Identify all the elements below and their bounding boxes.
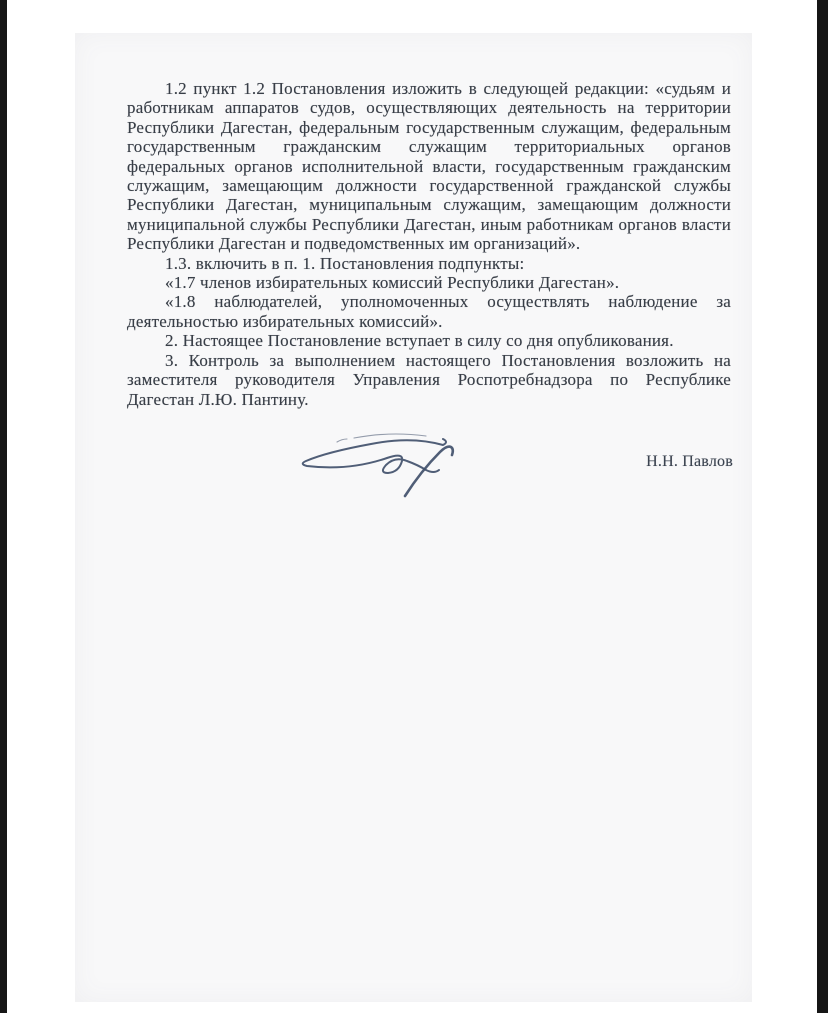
paragraph-2: 2. Настоящее Постановление вступает в силу со дня опубликования. bbox=[165, 331, 674, 351]
paragraph-3: 3. Контроль за выполнением настоящего Постановления возложить на заместителя руководителя Управления Роспотребнадзора по Республике Дагестан Л.Ю. Пантину. bbox=[127, 350, 731, 409]
scan-film-edge-left bbox=[0, 0, 7, 1013]
document-page bbox=[75, 33, 752, 1002]
paragraph-1-7: «1.7 членов избирательных комиссий Республики Дагестан». bbox=[165, 273, 620, 293]
signature-ink bbox=[293, 427, 489, 499]
scan-film-edge-right bbox=[817, 0, 828, 1013]
paragraph-1-2: 1.2 пункт 1.2 Постановления изложить в следующей редакции: «судьям и работникам аппаратов судов, осуществляющих деятельность на территории Республики Дагестан, федеральным государственным служащим, федеральным государственным гражданским служащим территориальных органов федеральных органов исполнительной власти, государственным гражданским служащим, замещающим должности государственной гражданской службы Республики Дагестан, муниципальным служащим, замещающим должности муниципальной службы Республики Дагестан, иным работникам органов власти Республики Дагестан и подведомственных им организаций». bbox=[127, 79, 731, 254]
paragraph-1-3: 1.3. включить в п. 1. Постановления подпункты: bbox=[165, 253, 525, 273]
paragraph-1-8: «1.8 наблюдателей, уполномоченных осуществлять наблюдение за деятельностью избирательных комиссий». bbox=[127, 292, 731, 331]
signer-name: Н.Н. Павлов bbox=[646, 453, 733, 470]
document-body bbox=[127, 79, 731, 409]
